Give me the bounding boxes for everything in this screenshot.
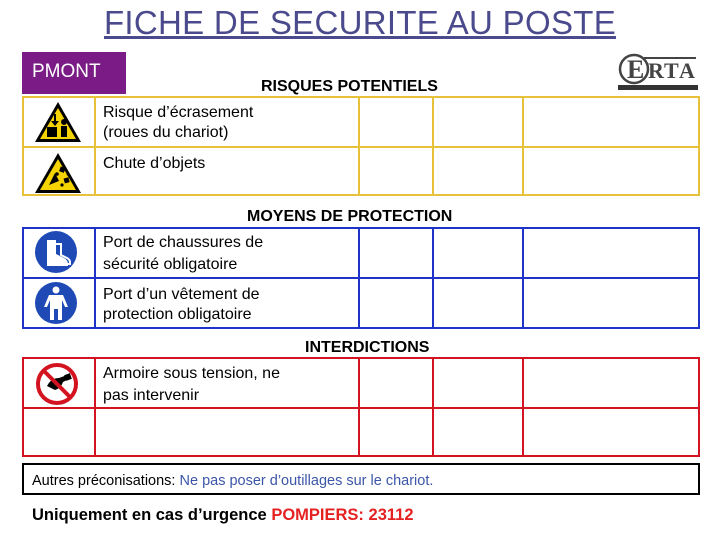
- protection-1-line1: Port de chaussures de: [103, 234, 264, 251]
- certa-logo: [618, 52, 698, 92]
- svg-text:T: T: [664, 58, 679, 83]
- no-intervention-icon: [35, 362, 79, 406]
- protection-heading: MOYENS DE PROTECTION: [247, 208, 453, 225]
- logo-subtitle-bar: [618, 85, 698, 90]
- svg-text:E: E: [627, 55, 645, 84]
- risk-1-line2: (roues du chariot): [103, 124, 229, 141]
- risk-1-line1: Risque d’écrasement: [103, 104, 254, 121]
- emergency-label: Uniquement en cas d’urgence: [32, 506, 267, 524]
- autres-value: Ne pas poser d’outillages sur le chariot.: [179, 473, 434, 489]
- protection-1-line2: sécurité obligatoire: [103, 256, 238, 273]
- interdiction-1-line2: pas intervenir: [103, 387, 200, 404]
- autres-preconisations-box: [22, 463, 700, 495]
- emergency-line: [32, 506, 414, 525]
- page-title: FICHE DE SECURITE AU POSTE: [103, 4, 617, 41]
- risks-heading: RISQUES POTENTIELS: [261, 78, 438, 95]
- protection-2-line2: protection obligatoire: [103, 306, 252, 323]
- svg-text:R: R: [648, 58, 664, 83]
- svg-text:A: A: [679, 58, 695, 83]
- falling-objects-icon: [33, 151, 83, 195]
- risk-2-line1: Chute d’objets: [103, 155, 206, 172]
- protective-suit-icon: [34, 281, 78, 325]
- crush-hazard-icon: [33, 100, 83, 144]
- interdiction-1-line1: Armoire sous tension, ne: [103, 365, 280, 382]
- protection-2-line1: Port d’un vêtement de: [103, 286, 260, 303]
- emergency-number: 23112: [368, 506, 414, 524]
- post-badge: PMONT: [22, 52, 126, 94]
- interdictions-heading: INTERDICTIONS: [305, 339, 430, 356]
- emergency-service: POMPIERS:: [271, 506, 364, 524]
- autres-label: Autres préconisations:: [32, 473, 176, 489]
- safety-boots-icon: [34, 230, 78, 274]
